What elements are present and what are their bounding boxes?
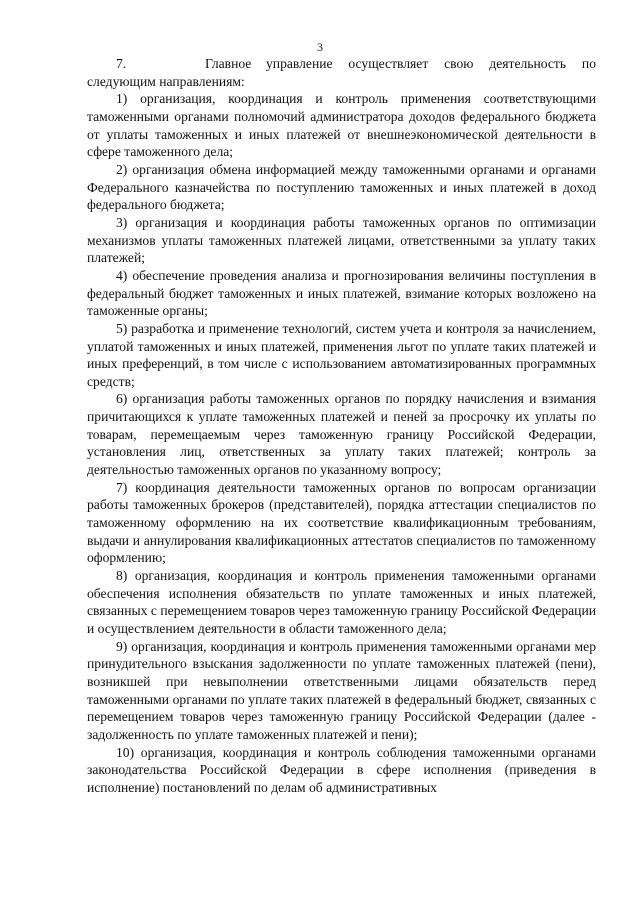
list-item-9: 9) организация, координация и контроль применения таможенными органами мер принудительного взыскания задолженности по уплате таможенных платежей (пени), возникшей при невыполнении ответственными лицами обязательств перед таможенными органами по уплате таких платежей в федеральный бюджет, связанных с перемещением товаров через таможенную границу Российской Федерации (далее - задолженность по уплате таможенных платежей и пени);	[87, 638, 596, 742]
clause-number: 7.	[116, 56, 127, 71]
clause-text: управление осуществляет свою деятельность по следующим направлениям:	[87, 56, 596, 89]
list-item-4: 4) обеспечение проведения анализа и прогнозирования величины поступления в федеральный бюджет таможенных и иных платежей, взимание которых возложено на таможенные органы;	[87, 267, 596, 319]
list-item-5: 5) разработка и применение технологий, систем учета и контроля за начислением, уплатой таможенных и иных платежей, применения льгот по уплате таких платежей и иных преференций, в том числе с использованием автоматизированных программных средств;	[87, 320, 596, 389]
clause-subject: Главное	[205, 56, 252, 71]
list-item-10: 10) организация, координация и контроль соблюдения таможенными органами законодательства Российской Федерации в сфере исполнения (приведения в исполнение) постановлений по делам об административных	[87, 744, 596, 795]
paragraph-intro	[87, 55, 596, 90]
document-body	[87, 55, 596, 797]
list-item-7: 7) координация деятельности таможенных органов по вопросам организации работы таможенных брокеров (представителей), порядка аттестации специалистов по таможенному оформлению на их соответствие квалификационным требованиям, выдачи и аннулирования квалификационных аттестатов специалистов по таможенному оформлению;	[87, 479, 596, 566]
list-item-1: 1) организация, координация и контроль применения соответствующими таможенными органами полномочий администратора доходов федерального бюджета от уплаты таможенных и иных платежей от внешнеэкономической деятельности в сфере таможенного дела;	[87, 91, 596, 160]
list-item-6: 6) организация работы таможенных органов по порядку начисления и взимания причитающихся к уплате таможенных платежей и пеней за просрочку их уплаты по товарам, перемещаемым через таможенную границу Российской Федерации, установления лиц, ответственных за уплату таких платежей; контроль за деятельностью таможенных органов по указанному вопросу;	[87, 391, 596, 478]
list-item-8: 8) организация, координация и контроль применения таможенными органами обеспечения исполнения обязательств по уплате таможенных и иных платежей, связанных с перемещением товаров через таможенную границу Российской Федерации и осуществлением деятельности в области таможенного дела;	[87, 568, 596, 636]
page-number: 3	[317, 40, 323, 54]
list-item-3: 3) организация и координация работы таможенных органов по оптимизации механизмов уплаты таможенных платежей лицами, ответственными за уплату таких платежей;	[87, 214, 596, 266]
list-item-2: 2) организация обмена информацией между таможенными органами и органами Федерального казначейства по поступлению таможенных и иных платежей в доход федерального бюджета;	[87, 161, 596, 213]
